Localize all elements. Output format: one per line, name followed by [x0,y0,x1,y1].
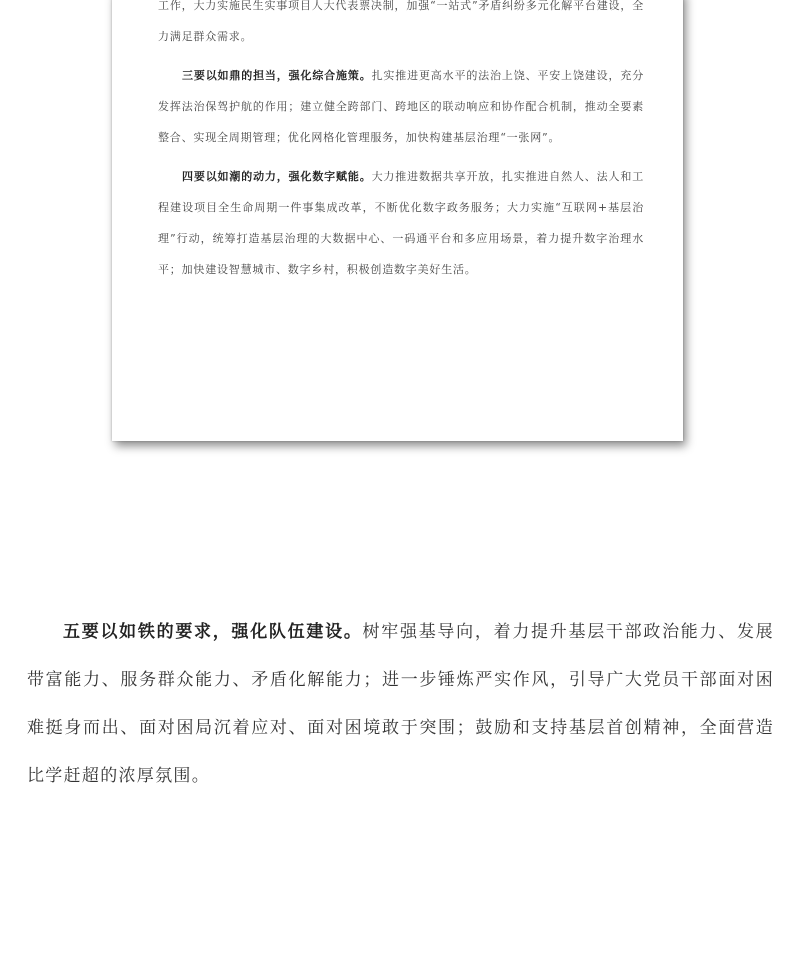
page-paragraph-1 [158,0,644,52]
main-paragraph-lead: 五要以如铁的要求，强化队伍建设。 [63,622,363,642]
document-page-preview [112,0,683,441]
page-paragraph-2-text [158,60,644,153]
page-paragraph-2 [158,60,644,153]
page-paragraph-3-body: 大力推进数据共享开放，扎实推进自然人、法人和工程建设项目全生命周期一件事集成改革，不断优化数字政务服务；大力实施“互联网+基层治理”行动，统筹打造基层治理的大数据中心、一码通平台和多应用场景，着力提升数字治理水平；加快建设智慧城市、数字乡村，积极创造数字美好生活。 [158,170,644,276]
main-paragraph [27,608,774,800]
page-paragraph-2-lead: 三要以如鼎的担当，强化综合施策。 [182,69,372,82]
main-paragraph-body: 树牢强基导向，着力提升基层干部政治能力、发展带富能力、服务群众能力、矛盾化解能力；进一步锤炼严实作风，引导广大党员干部面对困难挺身而出、面对困局沉着应对、面对困境敢于突围；鼓励和支持基层首创精神，全面营造比学赶超的浓厚氛围。 [27,622,774,786]
page-paragraph-1-body: 工作，大力实施民生实事项目人大代表票决制，加强“一站式”矛盾纠纷多元化解平台建设，全力满足群众需求。 [158,0,644,43]
page-paragraph-3 [158,161,644,285]
page-paragraph-3-text [158,161,644,285]
page-paragraph-2-body: 扎实推进更高水平的法治上饶、平安上饶建设，充分发挥法治保驾护航的作用；建立健全跨部门、跨地区的联动响应和协作配合机制，推动全要素整合、实现全周期管理；优化网格化管理服务，加快构建基层治理“一张网”。 [158,69,644,144]
page-paragraph-3-lead: 四要以如潮的动力，强化数字赋能。 [182,170,372,183]
